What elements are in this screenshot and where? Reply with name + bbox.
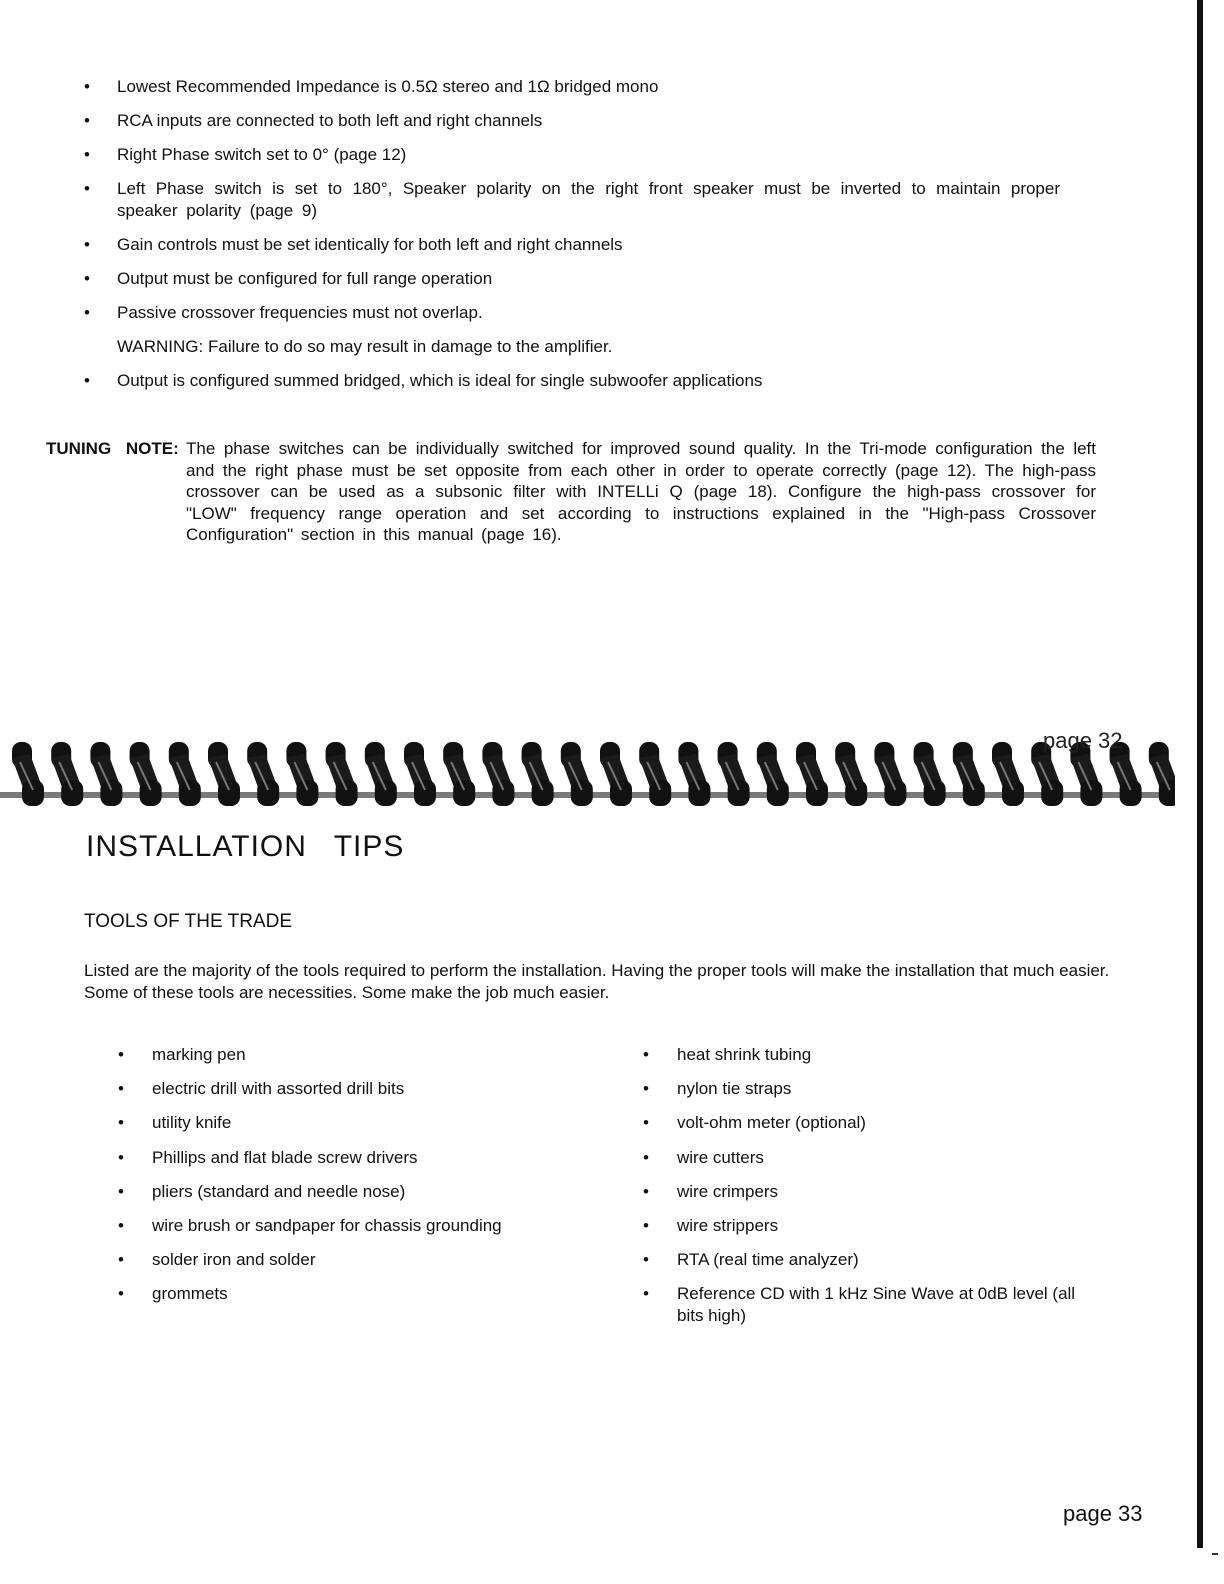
spiral-binding-graphic [0, 734, 1175, 814]
tuning-note-label: TUNING NOTE: [46, 439, 179, 458]
list-item: • heat shrink tubing [639, 1044, 1099, 1066]
list-item: • solder iron and solder [114, 1249, 574, 1271]
list-item: • wire strippers [639, 1215, 1099, 1237]
subsection-title: TOOLS OF THE TRADE [84, 911, 292, 932]
list-item: • marking pen [114, 1044, 574, 1066]
spiral-binding [0, 734, 1175, 814]
list-item: • Left Phase switch is set to 180°, Speaker polarity on the right front speaker must be inverted to maintain proper speaker polarity (page 9) [80, 178, 1060, 222]
tools-list-left [114, 1044, 574, 1318]
tuning-note-text: The phase switches can be individually switched for improved sound quality. In the Tri-mode configuration the left and the right phase must be set opposite from each other in order to operate correctly (page 12). The high-pass crossover can be used as a subsonic filter with INTELLi Q (page 18). Configure the high-pass crossover for "LOW" frequency range operation and set according to instructions explained in the "High-pass Crossover Configuration" section in this manual (page 16). [186, 439, 1096, 544]
list-item: • Output is configured summed bridged, which is ideal for single subwoofer applications [80, 370, 1060, 392]
page-edge-tick [1212, 1553, 1218, 1555]
list-item: • wire crimpers [639, 1181, 1099, 1203]
list-item: • grommets [114, 1283, 574, 1305]
list-item: • wire cutters [639, 1147, 1099, 1169]
list-item: • volt-ohm meter (optional) [639, 1112, 1099, 1134]
tuning-note [46, 438, 1096, 546]
previous-page-number: page 32 [1043, 728, 1123, 753]
list-item: • RTA (real time analyzer) [639, 1249, 1099, 1271]
configuration-bullet-list [80, 76, 1060, 404]
page-number: page 33 [1063, 1501, 1143, 1526]
list-item: • Passive crossover frequencies must not overlap. [80, 302, 1060, 324]
section-title: INSTALLATION TIPS [86, 830, 405, 863]
list-item: • nylon tie straps [639, 1078, 1099, 1100]
warning-text: WARNING: Failure to do so may result in damage to the amplifier. [117, 337, 613, 356]
intro-paragraph: Listed are the majority of the tools required to perform the installation. Having the proper tools will make the installation that much easier. Some of these tools are necessities. Some make the job much easier. [84, 961, 1110, 1002]
list-item: • wire brush or sandpaper for chassis grounding [114, 1215, 574, 1237]
list-item: • Lowest Recommended Impedance is 0.5Ω stereo and 1Ω bridged mono [80, 76, 1060, 98]
list-item: • pliers (standard and needle nose) [114, 1181, 574, 1203]
page-edge-rule [1197, 0, 1203, 1548]
list-item: • electric drill with assorted drill bits [114, 1078, 574, 1100]
tools-list-right [639, 1044, 1099, 1340]
list-item: • Output must be configured for full range operation [80, 268, 1060, 290]
list-item: • Gain controls must be set identically for both left and right channels [80, 234, 1060, 256]
list-item: • utility knife [114, 1112, 574, 1134]
list-item: • RCA inputs are connected to both left and right channels [80, 110, 1060, 132]
list-item: • Reference CD with 1 kHz Sine Wave at 0dB level (all bits high) [639, 1283, 1099, 1327]
list-item: • Right Phase switch set to 0° (page 12) [80, 144, 1060, 166]
list-item: • Phillips and flat blade screw drivers [114, 1147, 574, 1169]
